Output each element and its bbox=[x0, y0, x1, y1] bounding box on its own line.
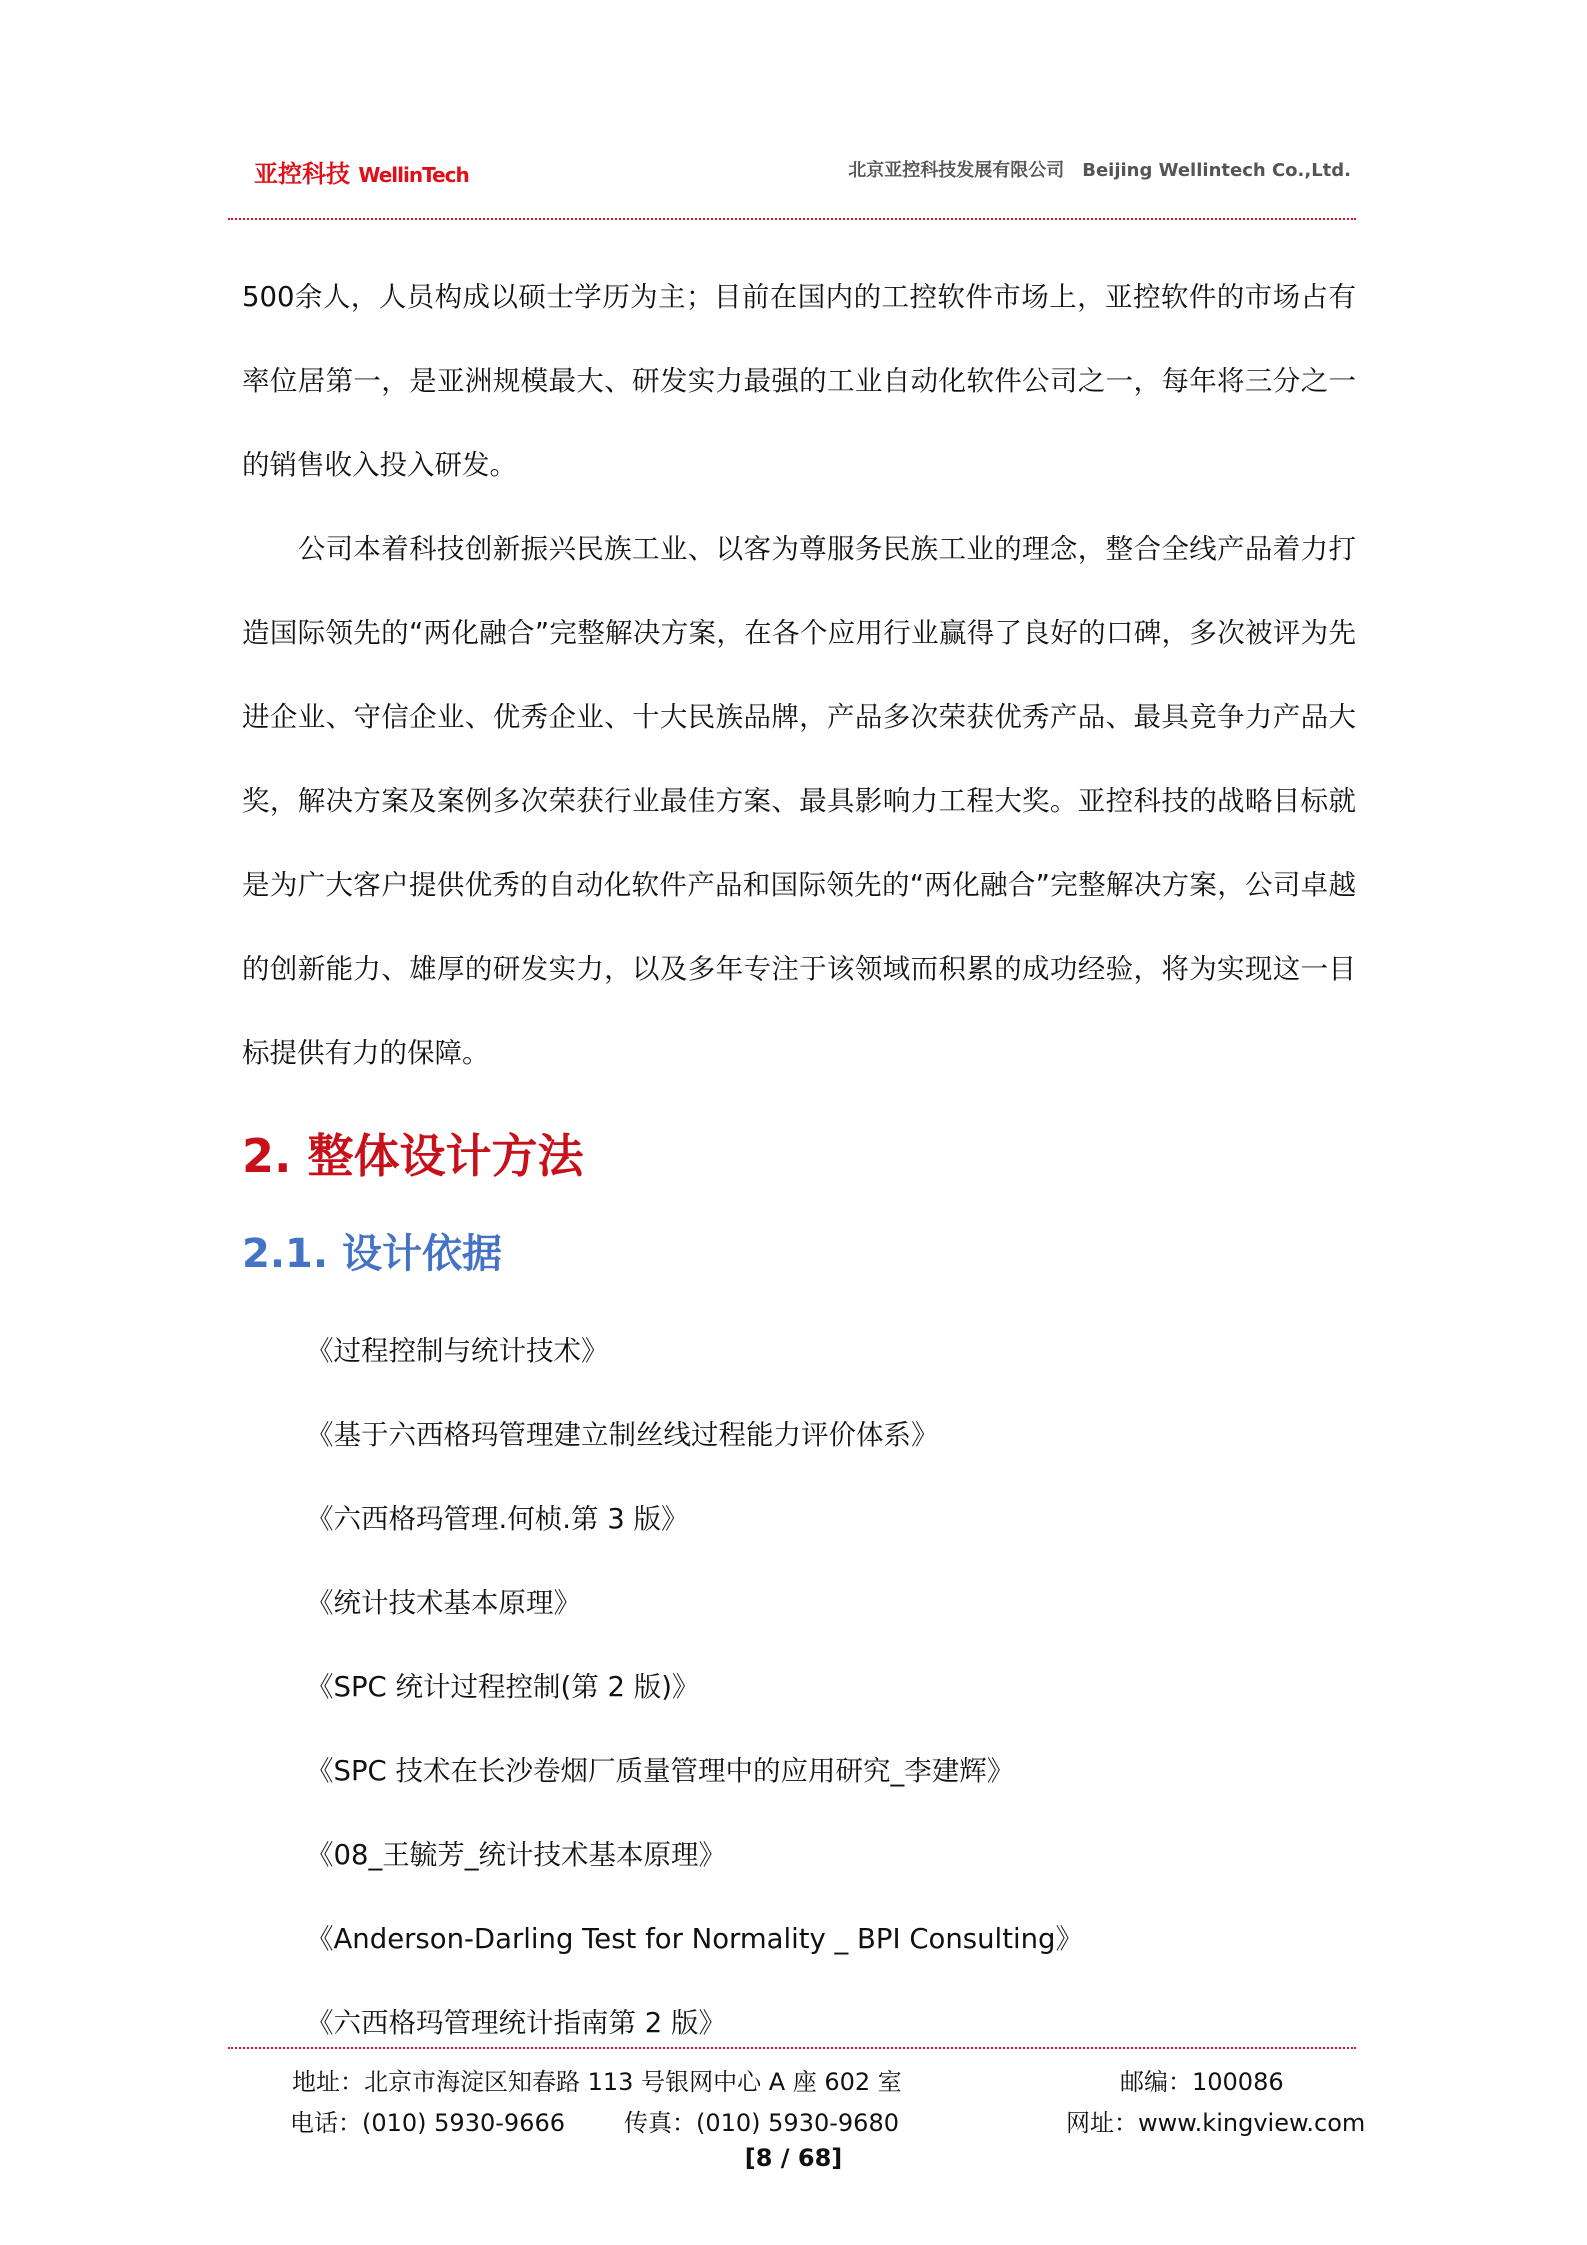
logo-en: WellinTech bbox=[358, 163, 469, 187]
paragraph-2: 公司本着科技创新振兴民族工业、以客为尊服务民族工业的理念，整合全线产品着力打造国际领先的“两化融合”完整解决方案，在各个应用行业赢得了良好的口碑，多次被评为先进企业、守信企业、优秀企业、十大民族品牌，产品多次荣获优秀产品、最具竞争力产品大奖，解决方案及案例多次荣获行业最佳方案、最具影响力工程大奖。亚控科技的战略目标就是为广大客户提供优秀的自动化软件产品和国际领先的“两化融合”完整解决方案，公司卓越的创新能力、雄厚的研发实力，以及多年专注于该领域而积累的成功经验，将为实现这一目标提供有力的保障。 bbox=[242, 533, 1356, 1069]
paragraph-1: 500余人，人员构成以硕士学历为主；目前在国内的工控软件市场上，亚控软件的市场占有率位居第一，是亚洲规模最大、研发实力最强的工业自动化软件公司之一，每年将三分之一的销售收入投入研发。 bbox=[242, 281, 1356, 481]
footer-fax: 传真：(010) 5930-9680 bbox=[624, 2109, 899, 2137]
heading-2: 2.1. 设计依据 bbox=[242, 1231, 502, 1277]
header-divider bbox=[228, 218, 1356, 220]
reference-item: 《六西格玛管理.何桢.第 3 版》 bbox=[306, 1503, 689, 1535]
reference-item: 《Anderson-Darling Test for Normality _ BPI Consulting》 bbox=[306, 1923, 1084, 1955]
heading-1: 2. 整体设计方法 bbox=[242, 1129, 584, 1183]
reference-item: 《08_王毓芳_统计技术基本原理》 bbox=[306, 1839, 726, 1871]
header-company: 北京亚控科技发展有限公司 Beijing Wellintech Co.,Ltd. bbox=[848, 160, 1351, 181]
footer-phone: 电话：(010) 5930-9666 bbox=[290, 2109, 565, 2137]
page-number: [8 / 68] bbox=[744, 2144, 843, 2172]
reference-item: 《六西格玛管理统计指南第 2 版》 bbox=[306, 2007, 726, 2039]
footer-postcode: 邮编：100086 bbox=[1120, 2068, 1284, 2096]
footer-divider bbox=[228, 2047, 1356, 2049]
reference-list bbox=[306, 1309, 1083, 2065]
reference-item: 《SPC 统计过程控制(第 2 版)》 bbox=[306, 1671, 700, 1703]
reference-item: 《SPC 技术在长沙卷烟厂质量管理中的应用研究_李建辉》 bbox=[306, 1755, 1015, 1787]
reference-item: 《基于六西格玛管理建立制丝线过程能力评价体系》 bbox=[306, 1419, 939, 1451]
company-logo bbox=[254, 154, 469, 189]
footer-website: 网址：www.kingview.com bbox=[1066, 2109, 1366, 2137]
logo-cn: 亚控科技 bbox=[254, 160, 350, 188]
reference-item: 《统计技术基本原理》 bbox=[306, 1587, 581, 1619]
footer-address: 地址：北京市海淀区知春路 113 号银网中心 A 座 602 室 bbox=[292, 2068, 902, 2096]
reference-item: 《过程控制与统计技术》 bbox=[306, 1335, 609, 1367]
